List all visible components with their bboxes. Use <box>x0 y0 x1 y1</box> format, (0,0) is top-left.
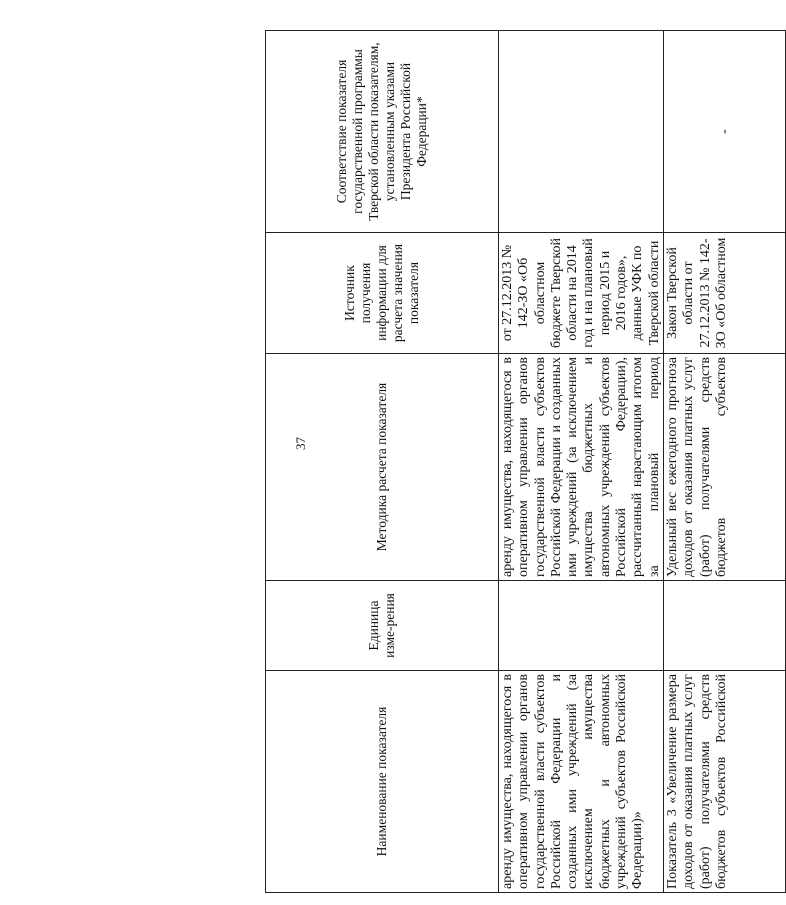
header-method: Методика расчета показателя <box>266 354 499 581</box>
rotated-table-container <box>265 31 732 893</box>
cell-source: от 27.12.2013 № 142-ЗО «Об областном бюджете Тверской области на 2014 год и на плановый период 2015 и 2016 годов», данные УФК по Тверской области <box>499 233 664 354</box>
table-header-row <box>266 31 499 893</box>
header-unit: Единица изме-рения <box>266 581 499 671</box>
header-indicator-name: Наименование показателя <box>266 671 499 893</box>
table-row <box>663 31 785 893</box>
page-number: 37 <box>293 437 308 450</box>
cell-method: аренду имущества, находящегося в оперативном управлении органов государственной власти субъектов Российской Федерации и созданных ими учреждений (за исключением имущества бюджетных и автономных учреждений субъектов Российской Федерации), рассчитанный нарастающим итогом за плановый период <box>499 354 664 581</box>
cell-unit <box>499 581 664 671</box>
indicators-table <box>265 30 786 893</box>
cell-compliance <box>499 31 664 233</box>
cell-indicator-name: Показатель 3 «Увеличение размера доходов от оказания платных услуг (работ) получателями средств бюджетов субъектов Российской <box>663 671 785 893</box>
header-compliance: Соответствие показателя государственной программы Тверской области показателям, установленным указами Президента Российской Федерации* <box>266 31 499 233</box>
cell-method: Удельный вес ежегодного прогноза доходов от оказания платных услуг (работ) получателями средств бюджетов субъектов <box>663 354 785 581</box>
cell-unit <box>663 581 785 671</box>
table-row <box>499 31 664 893</box>
cell-source: Закон Тверской области от 27.12.2013 № 142-ЗО «Об областном <box>663 233 785 354</box>
cell-indicator-name: аренду имущества, находящегося в оперативном управлении органов государственной власти субъектов Российской Федерации и созданных ими учреждений (за исключением имущества бюджетных и автономных учреждений субъектов Российской Федерации)» <box>499 671 664 893</box>
header-source: Источник получения информации для расчета значения показателя <box>266 233 499 354</box>
cell-compliance: - <box>663 31 785 233</box>
